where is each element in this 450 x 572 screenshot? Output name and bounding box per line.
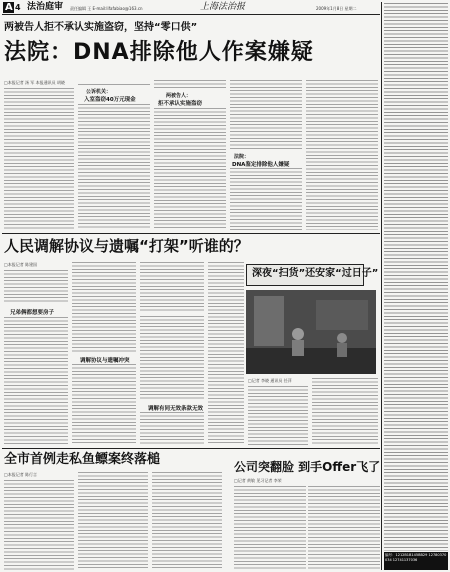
story2-headline: 人民调解协议与遗嘱“打架”听谁的？ — [4, 237, 249, 255]
story2-subhead-2: 调解协议与遗嘱冲突 — [80, 358, 130, 364]
lead-col-4-text — [230, 168, 302, 230]
photo-byline: □记者 李晓 通讯员 任萍 — [248, 378, 292, 383]
masthead: 上海法治报 — [200, 2, 246, 12]
lead-kicker: 两被告人拒不承认实施盗窃，坚持“零口供” — [4, 22, 198, 33]
story2-col-3-top — [140, 262, 204, 312]
sidebar-listings — [384, 3, 448, 551]
story4-headline: 公司突翻脸 到手Offer飞了 — [234, 460, 381, 474]
sidebar-footer-code: 编号：1212B1B145BB29 12780370034 12741137036 — [385, 553, 447, 562]
lead-col-2-text — [78, 104, 150, 230]
photo-caption-title: 深夜“扫货”还安家“过日子” — [252, 268, 379, 279]
lead-col-3-top — [154, 80, 226, 88]
lead-bottom-rule — [2, 233, 380, 234]
lead-col-4-top — [230, 80, 302, 150]
courtroom-photo — [246, 290, 376, 374]
section-title: 法治庭审 — [27, 2, 64, 12]
lead-col-1 — [4, 88, 74, 230]
story2-subhead-3: 调解有同无效条款无效 — [148, 406, 204, 412]
lead-byline: □本报记者 汤 军 本报通讯员 胡晓 — [4, 80, 65, 85]
courtroom-photo-image — [246, 290, 376, 374]
lead-subhead-4: 拒不承认实施盗窃 — [158, 101, 203, 107]
story2-col-2-top — [72, 262, 136, 354]
lead-subhead-1: 公诉机关： — [86, 89, 112, 95]
lead-subhead-6: DNA鉴定排除他人嫌疑 — [232, 162, 290, 168]
photo-col-1 — [248, 386, 308, 445]
story2-col-1-top — [4, 270, 68, 304]
story4-col-1 — [234, 486, 306, 570]
story4-col-2 — [308, 486, 380, 570]
story2-col-2-text — [72, 364, 136, 445]
story2-col-4 — [208, 262, 244, 445]
story2-col-1-text — [4, 317, 68, 445]
story3-byline: □本报记者 陈行言 — [4, 472, 38, 477]
lead-headline: 法院：DNA排除他人作案嫌疑 — [4, 40, 314, 65]
lead-col-2 — [78, 84, 150, 86]
story2-col-3-mid — [140, 316, 204, 400]
mid-rule — [2, 448, 380, 449]
story2-col-3-text — [140, 412, 204, 445]
photo-col-2 — [312, 378, 378, 445]
page-number: 4 — [15, 3, 21, 12]
lead-subhead-3: 两被告人： — [166, 93, 192, 99]
date-line: 2009年1月8日 星期二 — [316, 6, 357, 11]
lead-subhead-2: 入室盗窃40万元现金 — [84, 97, 136, 103]
section-letter: A — [5, 2, 13, 13]
story3-col-1 — [4, 480, 74, 570]
lead-col-5 — [306, 80, 378, 230]
story3-col-3 — [152, 472, 222, 570]
story3-headline: 全市首例走私鱼鳔案终落槌 — [4, 452, 161, 467]
editor-line: 责任编辑 王 E-mail:lifafabiao@163.cn — [70, 6, 143, 11]
story4-byline: □记者 黄敏 见习记者 李荣 — [234, 478, 282, 483]
header-rule — [2, 14, 380, 15]
story3-col-2 — [78, 472, 148, 570]
story2-subhead-1: 兄弟俩都想要房子 — [10, 310, 55, 316]
story2-byline: □本报记者 陈建国 — [4, 262, 38, 267]
lead-subhead-5: 法院： — [234, 154, 250, 160]
sidebar-divider — [381, 2, 382, 570]
lead-col-3-text — [154, 108, 226, 230]
